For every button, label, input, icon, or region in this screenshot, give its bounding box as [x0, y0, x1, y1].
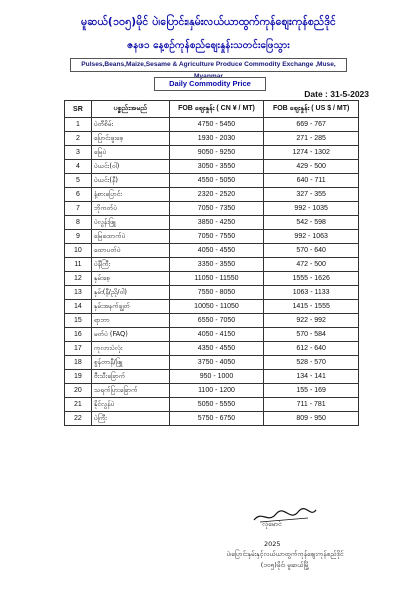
row-fob-cny: 950 - 1000	[169, 370, 264, 384]
row-fob-usd: 570 - 640	[264, 244, 359, 258]
row-fob-usd: 922 - 992	[264, 314, 359, 328]
row-fob-cny: 9050 - 9250	[169, 146, 264, 160]
row-commodity-name: ဗီးသီးခြောက်	[91, 370, 169, 384]
row-fob-usd: 1555 - 1626	[264, 272, 359, 286]
table-row	[65, 132, 359, 146]
row-fob-usd: 711 - 781	[264, 398, 359, 412]
row-fob-cny: 5050 - 5550	[169, 398, 264, 412]
table-row	[65, 300, 359, 314]
row-commodity-name: မတ်ပဲ (FAQ)	[91, 328, 169, 342]
row-commodity-name: နှမ်း(နီ/ညို/ဝါ)	[91, 286, 169, 300]
row-sr: 9	[65, 230, 92, 244]
row-sr: 6	[65, 188, 92, 202]
col-header-fob-cny: FOB စျေးနှုန်း ( CN ¥ / MT)	[169, 101, 264, 118]
row-sr: 22	[65, 412, 92, 426]
report-title: Daily Commodity Price	[154, 77, 266, 91]
report-date: Date : 31-5-2023	[304, 89, 369, 99]
row-sr: 13	[65, 286, 92, 300]
row-fob-cny: 4550 - 5050	[169, 174, 264, 188]
commodity-price-table	[64, 100, 359, 426]
table-row	[65, 314, 359, 328]
row-sr: 3	[65, 146, 92, 160]
row-sr: 10	[65, 244, 92, 258]
row-fob-usd: 1415 - 1555	[264, 300, 359, 314]
row-fob-usd: 992 - 1063	[264, 230, 359, 244]
row-fob-usd: 1274 - 1302	[264, 146, 359, 160]
col-header-name: ပစ္စည်းအမည်	[91, 101, 169, 118]
signature-name: လုံမောင်	[262, 520, 282, 528]
signature-org: ပဲ၊ပြောင်းနှမ်းနှင့်လယ်ယာထွက်ကုန်စျေးကုန်စည်ဒိုင်	[226, 550, 344, 558]
signature-scribble-icon	[250, 506, 320, 528]
table-row	[65, 146, 359, 160]
row-fob-usd: 809 - 950	[264, 412, 359, 426]
row-fob-usd: 134 - 141	[264, 370, 359, 384]
row-commodity-name: ကုလားပဲလုံး	[91, 342, 169, 356]
row-sr: 11	[65, 258, 92, 272]
row-fob-cny: 11050 - 11550	[169, 272, 264, 286]
table-row	[65, 398, 359, 412]
row-commodity-name: ပဲယင်း(ဝါ)	[91, 160, 169, 174]
row-fob-cny: 7050 - 7350	[169, 202, 264, 216]
row-commodity-name: ပဲကြီး	[91, 412, 169, 426]
signature-block	[200, 500, 370, 580]
row-fob-usd: 327 - 355	[264, 188, 359, 202]
row-sr: 16	[65, 328, 92, 342]
row-commodity-name: မြေပဲ	[91, 146, 169, 160]
row-sr: 8	[65, 216, 92, 230]
row-commodity-name: ပြောင်းဖူးစေ့	[91, 132, 169, 146]
row-commodity-name: ထောပတ်ပဲ	[91, 244, 169, 258]
table-row	[65, 370, 359, 384]
row-fob-cny: 3350 - 3550	[169, 258, 264, 272]
row-fob-cny: 7550 - 8050	[169, 286, 264, 300]
row-fob-cny: 4050 - 4150	[169, 328, 264, 342]
row-commodity-name: စွန်တာနီ/ဖြူ	[91, 356, 169, 370]
row-sr: 21	[65, 398, 92, 412]
table-row	[65, 174, 359, 188]
row-commodity-name: သရက်ပြားခြောက်	[91, 384, 169, 398]
row-fob-cny: 3050 - 3550	[169, 160, 264, 174]
row-commodity-name: မြေထောက်ပဲ	[91, 230, 169, 244]
table-row	[65, 244, 359, 258]
table-row	[65, 356, 359, 370]
row-fob-cny: 7050 - 7550	[169, 230, 264, 244]
row-commodity-name: ပဲတီစိမ်း	[91, 118, 169, 132]
exchange-name-box: Pulses,Beans,Maize,Sesame & Agriculture Produce Commodity Exchange ,Muse, Myanmar	[70, 58, 347, 72]
row-fob-usd: 429 - 500	[264, 160, 359, 174]
table-row	[65, 286, 359, 300]
row-fob-usd: 472 - 500	[264, 258, 359, 272]
row-fob-usd: 992 - 1035	[264, 202, 359, 216]
row-fob-cny: 3750 - 4050	[169, 356, 264, 370]
table-row	[65, 328, 359, 342]
row-fob-usd: 155 - 169	[264, 384, 359, 398]
table-body	[65, 118, 359, 426]
row-commodity-name: နံ့စားပြောင်း	[91, 188, 169, 202]
col-header-sr: SR	[65, 101, 92, 118]
row-sr: 4	[65, 160, 92, 174]
table-row	[65, 342, 359, 356]
table-row	[65, 188, 359, 202]
row-fob-cny: 2320 - 2520	[169, 188, 264, 202]
row-fob-usd: 542 - 598	[264, 216, 359, 230]
row-commodity-name: နှမ်းစေ့	[91, 272, 169, 286]
row-fob-cny: 1100 - 1200	[169, 384, 264, 398]
table-row	[65, 384, 359, 398]
signature-location: (၁၀၅)မိုင်၊ မူဆယ်မြို့	[260, 561, 310, 569]
row-sr: 7	[65, 202, 92, 216]
table-row	[65, 230, 359, 244]
row-commodity-name: ပဲလွန်းဖြူ	[91, 216, 169, 230]
table-row	[65, 160, 359, 174]
row-fob-usd: 612 - 640	[264, 342, 359, 356]
row-fob-cny: 5750 - 6750	[169, 412, 264, 426]
table-row	[65, 216, 359, 230]
row-fob-usd: 669 - 767	[264, 118, 359, 132]
header-subtitle: ဇနဖ၁ နေ့စဉ်ကုန်စည်ဈေးနှုန်းသတင်းဖြေသွား	[127, 40, 290, 51]
row-commodity-name: ပဲနီကြီး	[91, 258, 169, 272]
row-commodity-name: ရာဘာ	[91, 314, 169, 328]
row-sr: 19	[65, 370, 92, 384]
row-commodity-name: နှမ်းအနက်ချွတ်	[91, 300, 169, 314]
signature-year: 2025	[264, 540, 281, 548]
row-sr: 17	[65, 342, 92, 356]
row-sr: 2	[65, 132, 92, 146]
row-commodity-name: ဘိုကတ်ပဲ	[91, 202, 169, 216]
row-fob-usd: 271 - 285	[264, 132, 359, 146]
row-sr: 12	[65, 272, 92, 286]
col-header-fob-usd: FOB စျေးနှုန်း ( US $ / MT)	[264, 101, 359, 118]
row-fob-cny: 6550 - 7050	[169, 314, 264, 328]
row-fob-usd: 1063 - 1133	[264, 286, 359, 300]
row-sr: 5	[65, 174, 92, 188]
row-sr: 1	[65, 118, 92, 132]
row-commodity-name: ပဲယင်း(နီ)	[91, 174, 169, 188]
row-fob-usd: 528 - 570	[264, 356, 359, 370]
table-row	[65, 258, 359, 272]
row-sr: 14	[65, 300, 92, 314]
row-sr: 18	[65, 356, 92, 370]
row-fob-cny: 4050 - 4550	[169, 244, 264, 258]
table-row	[65, 202, 359, 216]
row-fob-usd: 640 - 711	[264, 174, 359, 188]
table-row	[65, 118, 359, 132]
row-fob-usd: 570 - 584	[264, 328, 359, 342]
row-fob-cny: 4750 - 5450	[169, 118, 264, 132]
table-row	[65, 272, 359, 286]
row-sr: 20	[65, 384, 92, 398]
row-commodity-name: နိုင်လွန်ပဲ	[91, 398, 169, 412]
table-row	[65, 412, 359, 426]
row-fob-cny: 1930 - 2030	[169, 132, 264, 146]
row-sr: 15	[65, 314, 92, 328]
row-fob-cny: 3850 - 4250	[169, 216, 264, 230]
header-title: မူဆယ်(၁၀၅)မိုင် ပဲ၊ပြောင်း၊နှမ်းလယ်ယာထွက်ကုန်စျေးကုန်စည်ဒိုင်	[80, 16, 337, 28]
row-fob-cny: 10050 - 11050	[169, 300, 264, 314]
table-header-row	[65, 101, 359, 118]
row-fob-cny: 4350 - 4550	[169, 342, 264, 356]
